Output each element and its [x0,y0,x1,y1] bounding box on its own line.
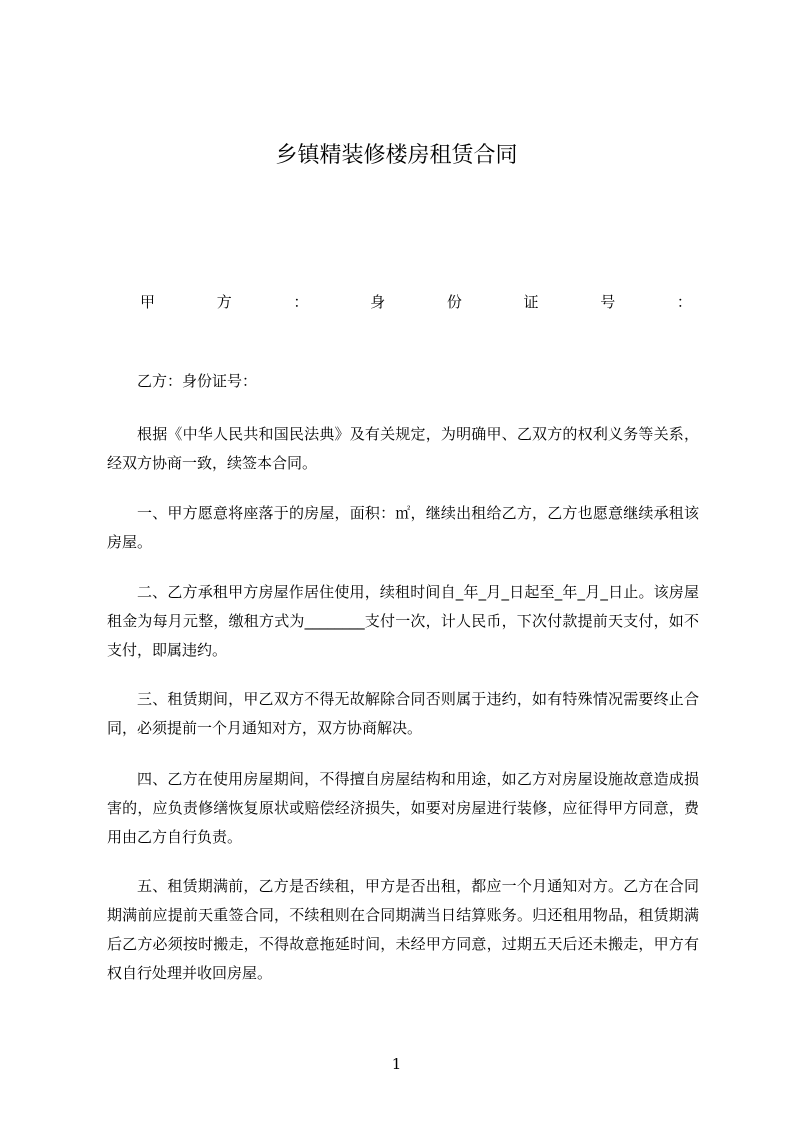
party-a-char: 证 [523,293,539,311]
document-title: 乡镇精装修楼房租赁合同 [275,143,518,168]
party-a-char: ： [293,293,309,311]
clause-3-paragraph: 三、租赁期间，甲乙双方不得无故解除合同否则属于违约，如有特殊情况需要终止合同，必须提前一个月通知对方，双方协商解决。 [107,690,699,737]
party-a-char: 身 [370,293,386,311]
party-a-char: 份 [446,293,462,311]
clause-1-paragraph: 一、甲方愿意将座落于的房屋，面积：㎡，继续出租给乙方，乙方也愿意继续承租该房屋。 [107,504,699,551]
party-a-char: ： [676,293,692,311]
party-a-char: 方 [216,293,232,311]
clause-4-paragraph: 四、乙方在使用房屋期间，不得擅自房屋结构和用途，如乙方对房屋设施故意造成损害的，应负责修缮恢复原状或赔偿经济损失，如要对房屋进行装修，应征得甲方同意，费用由乙方自行负责。 [107,770,699,846]
clause-2-paragraph: 二、乙方承租甲方房屋作居住使用，续租时间自_年_月_日起至_年_月_日止。该房屋租金为每月元整，缴租方式为________支付一次，计人民币，下次付款提前天支付，如不支付，即属违约。 [107,583,699,659]
party-a-line [140,290,692,314]
party-a-char: 号 [600,293,616,311]
party-b-line: 乙方：身份证号： [137,372,258,390]
preamble-paragraph: 根据《中华人民共和国民法典》及有关规定，为明确甲、乙双方的权利义务等关系，经双方协商一致，续签本合同。 [107,425,699,472]
page-number: 1 [391,1055,402,1073]
party-a-char: 甲 [140,293,156,311]
clause-5-paragraph: 五、租赁期满前，乙方是否续租，甲方是否出租，都应一个月通知对方。乙方在合同期满前应提前天重签合同，不续租则在合同期满当日结算账务。归还租用物品，租赁期满后乙方必须按时搬走，不得故意拖延时间，未经甲方同意，过期五天后还未搬走，甲方有权自行处理并收回房屋。 [107,877,699,982]
